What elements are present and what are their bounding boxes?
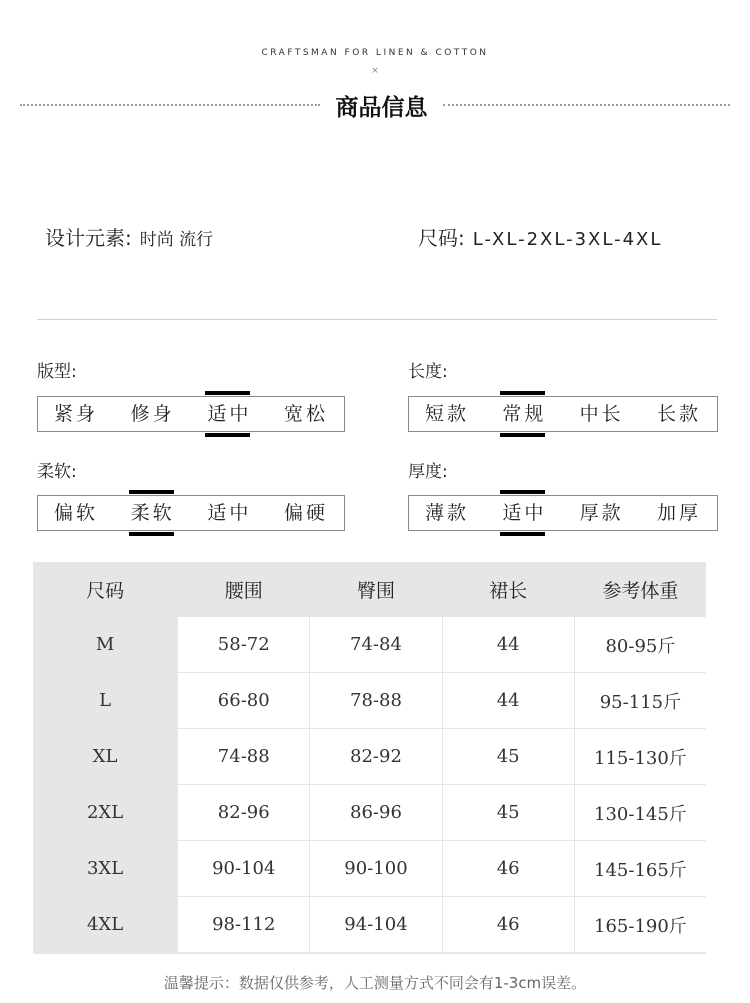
size-range-value: L-XL-2XL-3XL-4XL xyxy=(472,229,663,250)
table-row xyxy=(33,673,706,728)
brand-tagline: CRAFTSMAN FOR LINEN & COTTON xyxy=(261,48,489,58)
table-cell: 45 xyxy=(443,729,574,784)
length-option: 中长 xyxy=(579,403,624,425)
fit-option: 宽松 xyxy=(283,403,328,425)
size-table xyxy=(33,562,706,954)
page-title: 商品信息 xyxy=(335,95,428,121)
table-row xyxy=(33,617,706,672)
size-range-spec xyxy=(418,222,662,251)
size-cell: 2XL xyxy=(86,802,124,823)
table-cell: 86-96 xyxy=(310,785,441,840)
length-label: 长度: xyxy=(408,362,448,382)
thickness-option: 薄款 xyxy=(425,502,470,524)
table-cell: 66-80 xyxy=(178,673,309,728)
table-cell: 165-190斤 xyxy=(575,897,706,952)
softness-option-selected: 柔软 xyxy=(129,495,177,531)
table-header-row xyxy=(33,562,706,616)
table-cell: 58-72 xyxy=(178,617,309,672)
brand-mark: × xyxy=(371,66,379,76)
fit-options xyxy=(37,396,345,432)
table-cell: 82-96 xyxy=(178,785,309,840)
table-cell: 115-130斤 xyxy=(575,729,706,784)
softness-option: 偏硬 xyxy=(283,502,328,524)
table-cell: 46 xyxy=(443,841,574,896)
table-cell: 44 xyxy=(443,673,574,728)
design-elements-label: 设计元素: xyxy=(45,226,132,250)
thickness-options xyxy=(408,495,718,531)
softness-label: 柔软: xyxy=(37,462,77,482)
title-divider-left xyxy=(20,104,320,106)
thickness-option: 厚款 xyxy=(579,502,624,524)
thickness-label: 厚度: xyxy=(408,462,448,482)
table-cell: 74-84 xyxy=(310,617,441,672)
fit-option-selected: 适中 xyxy=(205,396,253,432)
table-cell: 98-112 xyxy=(178,897,309,952)
size-cell: 3XL xyxy=(86,858,124,879)
table-cell: 45 xyxy=(443,785,574,840)
table-cell: 95-115斤 xyxy=(575,673,706,728)
length-option-selected: 常规 xyxy=(500,396,548,432)
size-cell: L xyxy=(99,690,112,711)
softness-options xyxy=(37,495,345,531)
fit-option: 修身 xyxy=(130,403,175,425)
table-row xyxy=(33,841,706,896)
design-elements-value: 时尚 流行 xyxy=(139,230,214,250)
table-row xyxy=(33,897,706,952)
size-range-label: 尺码: xyxy=(418,226,465,250)
size-cell: 4XL xyxy=(86,914,124,935)
size-cell: XL xyxy=(92,746,118,767)
thickness-option-selected: 适中 xyxy=(500,495,548,531)
table-cell: 74-88 xyxy=(178,729,309,784)
length-option: 短款 xyxy=(425,403,470,425)
table-cell: 90-104 xyxy=(178,841,309,896)
design-elements-spec xyxy=(45,222,213,251)
table-cell: 46 xyxy=(443,897,574,952)
table-cell: 82-92 xyxy=(310,729,441,784)
table-row xyxy=(33,785,706,840)
table-header-cell: 腰围 xyxy=(224,579,263,602)
softness-option: 偏软 xyxy=(54,502,99,524)
table-cell: 130-145斤 xyxy=(575,785,706,840)
table-cell: 44 xyxy=(443,617,574,672)
measurement-note: 温馨提示：数据仅供参考，人工测量方式不同会有1-3cm误差。 xyxy=(163,974,587,992)
softness-option: 适中 xyxy=(207,502,252,524)
table-header-cell: 臀围 xyxy=(356,579,395,602)
table-cell: 80-95斤 xyxy=(575,617,706,672)
thickness-option: 加厚 xyxy=(656,502,701,524)
table-row xyxy=(33,729,706,784)
length-options xyxy=(408,396,718,432)
fit-label: 版型: xyxy=(37,362,77,382)
table-header-cell: 参考体重 xyxy=(602,579,679,602)
title-divider-right xyxy=(443,104,730,106)
fit-option: 紧身 xyxy=(54,403,99,425)
table-cell: 145-165斤 xyxy=(575,841,706,896)
table-cell: 90-100 xyxy=(310,841,441,896)
size-cell: M xyxy=(95,634,115,655)
table-header-cell: 裙长 xyxy=(489,579,528,602)
table-header-cell: 尺码 xyxy=(86,579,125,602)
table-cell: 78-88 xyxy=(310,673,441,728)
section-divider xyxy=(37,319,717,320)
table-cell: 94-104 xyxy=(310,897,441,952)
length-option: 长款 xyxy=(656,403,701,425)
